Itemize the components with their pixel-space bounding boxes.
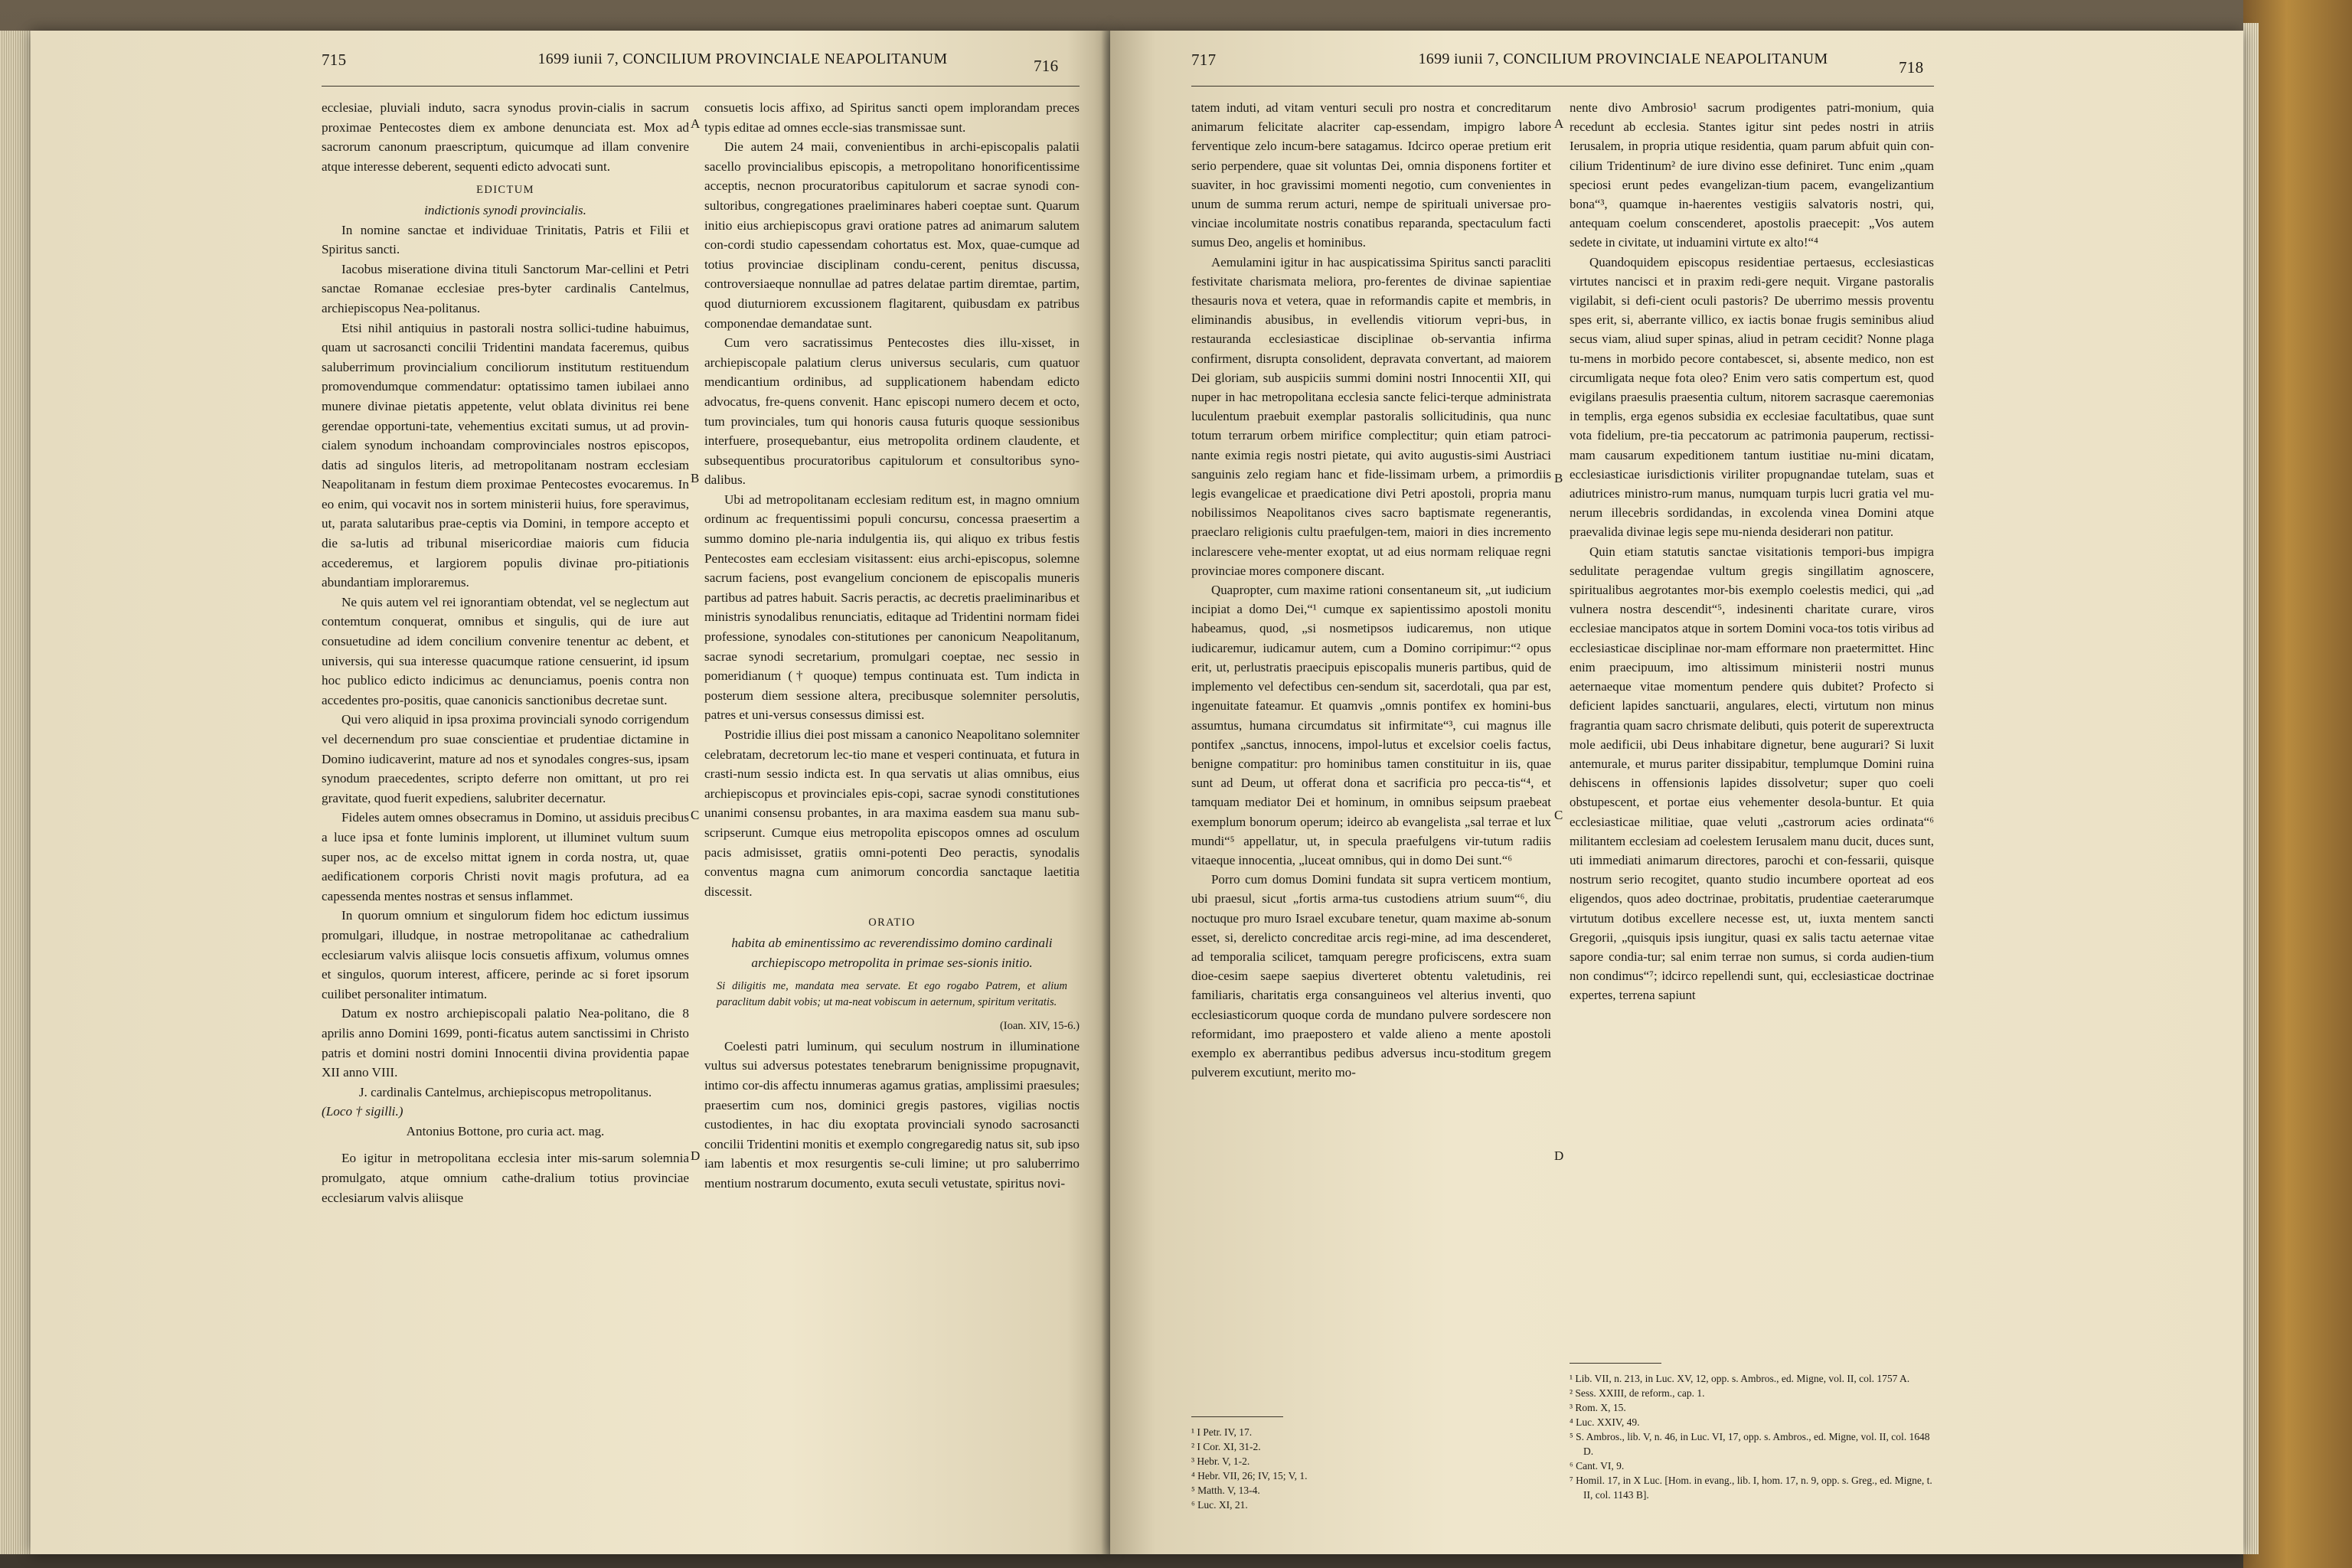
footnote: ¹ I Petr. IV, 17. xyxy=(1191,1426,1253,1438)
footnote: ⁶ Cant. VI, 9. xyxy=(1570,1460,1625,1472)
footnote-rule xyxy=(1191,1416,1283,1417)
page-number: 716 xyxy=(1034,57,1059,75)
book-cover xyxy=(2243,0,2352,1568)
paragraph: In quorum omnium et singulorum fidem hoc edictum iussimus promulgari, illudque, in nostrae metropolitanae ac cathedralium ecclesiarum valvis aliisque locis consuetis affixum, volumus omnes et singulos, quorum interest, afficere, perinde ac si foret ipsorum cuilibet personaliter intimatum. xyxy=(322,908,689,1001)
right-page-column-1 xyxy=(1191,98,1551,1082)
paragraph: ecclesiae, pluviali induto, sacra synodus provin-cialis in sacrum proximae Pentecostes diem ex ambone denunciata est. Mox ad sacrorum canonum praescriptum, quicumque ad illam convenire atque interesse deberent, sequenti edicto advocati sunt. xyxy=(322,100,689,174)
paragraph: Qui vero aliquid in ipsa proxima provinciali synodo corrigendum vel decernendum pro suae conscientiae et prudentiae dictamine in Domino iudicaverint, mature ad nos et synodales congres-sus, ipsam synodum praecedentes, scripto deferre non omittant, ut pro rei gravitate, quod fuerit expediens, salubriter decernatur. xyxy=(322,712,689,805)
scripture-quote: Si diligitis me, mandata mea servate. Et ego rogabo Patrem, et alium paraclitum dabit vobis; ut ma-neat vobiscum in aeternum, spiritum veritatis. xyxy=(717,980,1067,1009)
footnote: ⁵ S. Ambros., lib. V, n. 46, in Luc. VI, 17, opp. s. Ambros., ed. Migne, vol. II, col. 1648 D. xyxy=(1570,1431,1930,1457)
page-number: 718 xyxy=(1899,58,1924,77)
footnote: ⁴ Hebr. VII, 26; IV, 15; V, 1. xyxy=(1191,1470,1308,1481)
left-page-edges xyxy=(0,31,31,1554)
paragraph: Coelesti patri luminum, qui seculum nostrum in illuminatione vultus sui adversus potestates tenebrarum benignissime propugnavit, intimo cor-dis affectu innumeras agamus gratias, amplissimi praesules; praesertim cum nos, dominici gregis pastores, vigilias noctis custodientes, in hac diu exoptata provinciali synodo sacrosancti concilii Tridentini monitis et exemplo congregaredig natus sit, sub ipso iam labentis et mox resurgentis se-culi limine; ut pro saluberrimo mentium nostrarum documento, exuta seculi vetustate, spiritus novi- xyxy=(704,1038,1080,1191)
paragraph: Etsi nihil antiquius in pastorali nostra sollici-tudine habuimus, quam ut sacrosancti concilii Tridentini mandata faceremus, quibus saluberrimum provincialium conciliorum institutum restituendum promovendumque commendatur: optatissimo tamen iubilaei anno munere divinae pietatis appetente, velut oblata divinitus rei bene gerendae opportuni-tate, vehementius excitati sumus, ut ad provin-cialem synodum inchoandam comprovinciales nostros episcopos, datis ad singulos literis, ad metropolitanam nostram ecclesiam Neapolitanam in festum diem proximae Pentecostes evocaremus. In eo enim, qui vocavit nos in sortem ministerii huius, fore speravimus, ut, parata salutaribus prae-ceptis via Domini, in tempore accepto et die sa-lutis ad tribunal misericordiae maioris cum fiducia accederemus, et largiorem populis divinae pro-pitiationis abundantiam imploraremus. xyxy=(322,320,689,590)
paragraph: Ne quis autem vel rei ignorantiam obtendat, vel se neglectum aut contemtum conquerat, omnibus et singulis, qui de iure aut consuetudine ad idem concilium convenire tenentur ac debent, et universis, qui sua interesse quacumque ratione censuerint, id ipsum hoc publico edicto indicimus ac denunciamus, poenis contra non accedentes pro-positis, quae canonicis sanctionibus decretae sunt. xyxy=(322,594,689,707)
paragraph: Eo igitur in metropolitana ecclesia inter mis-sarum solemnia promulgato, atque omnium cathe-dralium totius provinciae ecclesiarum valvis aliisque xyxy=(322,1151,689,1205)
footnotes-column-1 xyxy=(1191,1416,1551,1512)
header-rule xyxy=(322,86,1080,87)
paragraph: In nomine sanctae et individuae Trinitatis, Patris et Filii et Spiritus sancti. xyxy=(322,222,689,257)
left-page-column-1 xyxy=(322,98,689,1207)
paragraph: consuetis locis affixo, ad Spiritus sancti opem implorandam preces typis editae ad omnes eccle-sias transmissae sunt. xyxy=(704,100,1080,135)
footnote: ⁷ Homil. 17, in X Luc. [Hom. in evang., lib. I, hom. 17, n. 9, opp. s. Greg., ed. Migne, t. II, col. 1143 B]. xyxy=(1570,1475,1932,1501)
margin-marker: C xyxy=(1554,808,1563,822)
margin-marker: B xyxy=(691,471,700,485)
paragraph: Postridie illius diei post missam a canonico Neapolitano solemniter celebratam, decretorum lec-tio mane et vesperi continuata, et futura in crasti-num sessio indicta est. In qua servatis ut alias omnibus, eius archiepiscopus et provinciales epis-copi, sacrae synodi constitutiones unanimi consensu probantes, in ara maxima easdem sua manu sub-scripserunt. Cumque eius metropolita episcopos omnes ad osculum pacis admisisset, gratiis omni-potenti Deo peractis, synodalis conventus magna cum animorum concordia sanctaque laetitia discessit. xyxy=(704,727,1080,899)
paragraph: Datum ex nostro archiepiscopali palatio Nea-politano, die 8 aprilis anno Domini 1699, ponti-ficatus autem sanctissimi in Christo patris et domini nostri domini Innocentii divina providentia papae XII anno VIII. xyxy=(322,1006,689,1080)
paragraph: Fideles autem omnes obsecramus in Domino, ut assiduis precibus a luce ipsa et fonte luminis implorent, ut illuminet vultum suum super nos, ac de excelso mittat ignem in corda nostra, ut, quae aedificationem corporis Christi novit magis profutura, ad ea capessenda mentes nostras et sensus inflammet. xyxy=(322,810,689,903)
paragraph: nente divo Ambrosio¹ sacrum prodigentes patri-monium, quia recedunt ab ecclesia. Stantes igitur sint pedes nostri in atriis Ierusalem, in propria utique residentia, quam parum abfuit quin con-cilium Tridentinum² de iure divino esse definiret. Tunc enim „quam speciosi erunt pedes evangelizan-tium pacem, evangelizantium bona“³, quamque in-haerentes vestigiis salvatoris nostri, qui, antequam coelum conscenderet, apostolis praecepit: „Vos autem sedete in civitate, ut induamini virtute ex alto!“⁴ xyxy=(1570,100,1934,250)
paragraph: Aemulamini igitur in hac auspicatissima Spiritus sancti paracliti festivitate charismata meliora, pro-ferentes de divinae sapientiae thesauris nova et vetera, quae in reformandis capite et membris, in eliminandis abusibus, in evellendis vitiorum vepri-bus, in restauranda ecclesiasticae disciplinae ob-servantia infirma confirment, disrupta consolident, depravata convertant, ad maiorem Dei gloriam, sub auspiciis summi domini nostri Innocentii XII, qui nuper in hac metropolitana ecclesia sancte felici-terque administrata luculentum praebuit exemplar pastoralis sollicitudinis, qua nunc totum terrarum orbem mirifice complectitur; quin etiam patroci-nante eximia regis nostri pietate, qui avito augustis-simi Austriaci sanguinis zelo regiam hanc et fide-lissimam urbem, a primordiis legis evangelicae et praedicatione divi Petri apostoli, propria manu nobilissimos Neapolitanos cives sacro baptismate regenerantis, praeclaro religionis cultu praefulgen-tem, maiori in dies incremento inclarescere vehe-menter exoptat, ut ad eius normam reliquae regni provinciae mores componere discant. xyxy=(1191,254,1551,578)
section-subheading: habita ab eminentissimo ac reverendissimo domino cardinali archiepiscopo metropolita in primae ses-sionis initio. xyxy=(731,935,1053,970)
page-number: 715 xyxy=(322,51,347,69)
running-title: 1699 iunii 7, CONCILIUM PROVINCIALE NEAPOLITANUM xyxy=(1418,51,1828,67)
paragraph: Porro cum domus Domini fundata sit supra verticem montium, ubi praesul, sicut „fortis arma-tus custodiens atrium suum“⁶, diu noctuque pro muro Israel excubare tenetur, quam maxime ab-sonum esset, si, derelicto concreditae arcis regi-mine, ad ima descenderet, ad temporalia scilicet, tamquam peregre proficiscens, extra suam dioe-cesim saepe saepius diverteret obtentu valetudinis, rei familiaris, charitatis erga consanguineos vel alterius inventi, quo ecclesiasticorum quoque corda de mundano pulvere sordescere non reformidant, imo praepostero et valde alieno a mente apostoli exemplo ex aberrantibus pedibus adversus incu-stoditum gregem pulverem excutiunt, merito mo- xyxy=(1191,872,1551,1080)
paragraph: Iacobus miseratione divina tituli Sanctorum Mar-cellini et Petri sanctae Romanae ecclesiae pres-byter cardinalis Cantelmus, archiepiscopus Nea-politanus. xyxy=(322,261,689,315)
footnote: ¹ Lib. VII, n. 213, in Luc. XV, 12, opp. s. Ambros., ed. Migne, vol. II, col. 1757 A. xyxy=(1570,1373,1910,1384)
footnote: ⁶ Luc. XI, 21. xyxy=(1191,1499,1248,1511)
margin-marker: C xyxy=(691,808,700,822)
section-heading: ORATIO xyxy=(868,916,916,929)
margin-marker: B xyxy=(1554,471,1563,485)
paragraph: Quapropter, cum maxime rationi consentaneum sit, „ut iudicium incipiat a domo Dei,“¹ cumque ex sapientissimo apostoli monitu habeamus, quod, „si nosmetipsos iudicaremus, non utique iudicaremur, iudicamur autem, cum a Domino corripimur:“² opus erit, ut, perlustratis praecipuis episcopalis muneris partibus, quid de implemento vel defectibus cen-sendum sit, sacerdotali, qua par est, ingenuitate fateamur. Et quamvis „omnis pontifex ex homini-bus assumtus, humana circumdatus sit infirmitate“³, cui magnus ille pontifex „sanctus, innocens, impol-lutus et excelsior coelis factus, benigne compatitur: pro hominibus tamen constituitur in iis, quae sunt ad Deum, ut offerat dona et sacrificia pro pecca-tis“⁴, et tamquam mediator Dei et hominum, in omnibus seipsum praebeat exemplum bonorum operum; ideirco ab evangelista „sal terrae et lux mundi“⁵ appellatur, ut, in specula praefulgens vir-tutum radiis vitaeque innocentia, „luceat omnibus, qui in domo Dei sunt.“⁶ xyxy=(1191,583,1551,867)
left-page-column-2 xyxy=(704,98,1080,1193)
footnote: ² I Cor. XI, 31-2. xyxy=(1191,1441,1261,1452)
left-page-header xyxy=(31,51,1110,81)
right-page-edges xyxy=(2243,23,2259,1554)
margin-marker: A xyxy=(691,116,701,131)
seal-note: (Loco † sigilli.) xyxy=(322,1104,403,1119)
margin-marker: D xyxy=(1554,1148,1564,1163)
section-heading: EDICTUM xyxy=(476,184,534,197)
right-page xyxy=(1110,31,2243,1554)
footnote-rule xyxy=(1570,1363,1661,1364)
scripture-reference: (Ioan. XIV, 15-6.) xyxy=(999,1020,1080,1033)
margin-marker: A xyxy=(1554,116,1564,131)
footnote: ⁵ Matth. V, 13-4. xyxy=(1191,1485,1260,1496)
left-page xyxy=(31,31,1110,1554)
right-page-header xyxy=(1110,51,2243,81)
footnote: ³ Hebr. V, 1-2. xyxy=(1191,1455,1250,1467)
page-number: 717 xyxy=(1191,51,1217,69)
running-title: 1699 iunii 7, CONCILIUM PROVINCIALE NEAPOLITANUM xyxy=(537,51,948,67)
paragraph: Die autem 24 maii, convenientibus in archi-episcopalis palatii sacello provincialibus episcopis, a metropolitano honorificentissime acceptis, necnon procuratoribus capitulorum et sacrae synodi con-sultoribus, congregationes praeliminares haberi coeptae sunt. Quarum initio eius archiepiscopus gravi oratione patres ad animarum salutem con-cordi studio capessendam cohortatus est. Mox, quae-cumque ad totius provinciae disciplinam condu-cerent, penitus discussa, controversiaeque nonnullae ad patres delatae partim diremtae, partim, quod diuturniorem excussionem flagitarent, quibusdam ex patribus componendae demandatae sunt. xyxy=(704,139,1080,331)
footnotes-column-2 xyxy=(1570,1363,1934,1502)
header-rule xyxy=(1191,86,1934,87)
paragraph: Quin etiam statutis sanctae visitationis tempori-bus impigra sedulitate peragendae vultum gregis singillatim agnoscere, spiritualibus aegrotantes mor-bis exemplo coelestis medici, qui „ad vulnera nostra descendit“⁵, indesinenti charitate curare, viros ecclesiae mancipatos atque in sortem Domini voca-tos totis viribus ad ecclesiasticae disciplinae nor-mam efformare non praetermittet. Hinc enim praecipuum, imo altissimum ministerii nostri munus aeternaeque vitae momentum pendere quis dubitet? Profecto si deficient lapides sanctuarii, angulares, electi, virtutum non minus fragrantia quam sacro chrismate delibuti, quis poterit de superextructa mole aedificii, ubi Deus inhabitare dignetur, bene augurari? Si luxit antemurale, et murus pariter dissipabitur, templumque Domini ruina dehiscens in offensionis lapides dissolvetur; super quo coeli obstupescent, et portae eius vehementer desola-buntur. Et quia ecclesiasticae militiae, quae veluti „castrorum acies ordinata“⁶ militantem ecclesiam ad coelestem Ierusalem manu ducit, duces sunt, uti immediati animarum directores, parochi et con-fessarii, quisque nostrum serio recogitet, quanto studio incumbere oporteat ad eos eligendos, quos adeo doctrinae, probitatis, prudentiae caeterarumque virtutum dotibus excellere necesse est, ut, iuxta mentem sancti Gregorii, „quisquis ipsis iungitur, quasi ex salis tactu aeternae vitae sapore condia-tur; sal enim terrae non sumus, si corda audien-tium non condimus“⁷; idcirco repellendi sunt, qui, ecclesiasticae doctrinae expertes, terrena sapiunt xyxy=(1570,544,1934,1003)
paragraph: Quandoquidem episcopus residentiae pertaesus, ecclesiasticas virtutes nancisci et in praxim redi-gere nequit. Virgane pastoralis vigilabit, si defi-cient oculi pastoris? De uberrimo messis proventu spes erit, si, aberrante villico, ex iactis bonae frugis seminibus aliud secus viam, aliud super spinas, aliud in petram cecidit? Nonne plaga tu-mens in morbido pecore contabescet, si, absente medico, non est circumligata neque fota oleo? Enim vero satis compertum est, quod evigilans praesulis praesentia cultum, nitorem sacrasque caeremonias in templis, erga egenos subsidia ex ecclesiae facultatibus, quae sunt vota fidelium, pre-tia peccatorum ac patrimonia pauperum, rectissi-mam causarum expeditionem tantum iustitiae nu-mini dicatam, ecclesiasticae iurisdictionis viriliter propugnandae tutelam, suas et adiutrices ministro-rum manus, numquam turpis lucri gratia vel mu-nerum illecebris sordidandas, in excolenda vinea Domini atque praevalida divinae legis sepe mu-nienda desiderari non patitur. xyxy=(1570,254,1934,540)
signature-line: J. cardinalis Cantelmus, archiepiscopus metropolitanus. xyxy=(358,1084,652,1099)
section-subheading: indictionis synodi provincialis. xyxy=(424,202,586,217)
footnote: ⁴ Luc. XXIV, 49. xyxy=(1570,1416,1640,1428)
paragraph: tatem induti, ad vitam venturi seculi pro nostra et concreditarum animarum felicitate alacriter cap-essendam, impigro labore ferventique zelo incum-bere satagamus. Idcirco operae pretium erit serio perpendere, quae sit voluntas Dei, omnia disponens fortiter et suaviter, in hoc gravissimi momenti negotio, cum convenientes in unum de summa rerum acturi, nempe de spirituali universae pro-vinciae incolumitate nostris conatibus reparanda, spectaculum facti sumus Deo, angelis et hominibus. xyxy=(1191,100,1551,250)
signature-line: Antonius Bottone, pro curia act. mag. xyxy=(406,1123,605,1138)
footnote: ² Sess. XXIII, de reform., cap. 1. xyxy=(1570,1387,1705,1399)
right-page-column-2 xyxy=(1570,98,1934,1005)
footnote: ³ Rom. X, 15. xyxy=(1570,1402,1626,1413)
margin-marker: D xyxy=(691,1148,701,1163)
paragraph: Cum vero sacratissimus Pentecostes dies illu-xisset, in archiepiscopale palatium clerus universus secularis, cum quatuor mendicantium ordinibus, ad supplicationem habendam edicto advocatus, fre-quens convenit. Hanc episcopi numero decem et octo, tum provinciales, tum qui honoris causa futuris quoque sessionibus interfuere, prosequebantur, eius metropolita ordinem claudente, et subsequentibus procuratoribus capitulorum et consultoribus syno-dalibus. xyxy=(704,335,1080,488)
paragraph: Ubi ad metropolitanam ecclesiam reditum est, in magno omnium ordinum ac frequentissimi populi concursu, concessa praesertim a summo domino ple-naria indulgentia iis, qui aliquo ex tribus festis Pentecostes eam ecclesiam visitassent: eius archi-episcopus, solemne sacrum faciens, post evangelium concionem de episcopalis muneris partibus ad patres habuit. Sacris peractis, ac decretis praeliminaribus et ministris synodalibus renunciatis, editaque ad Tridentini normam fidei professione, synodales con-stitutiones per canonicum Neapolitanum, sacrae synodi secretarium, promulgari coeptae, nec sessio in pomeridianum († quoque) tempus continuata est. Tum indicta in posterum diem sessione altera, precibusque solemniter persolutis, patres et uni-versus consessus dimissi est. xyxy=(704,492,1080,723)
